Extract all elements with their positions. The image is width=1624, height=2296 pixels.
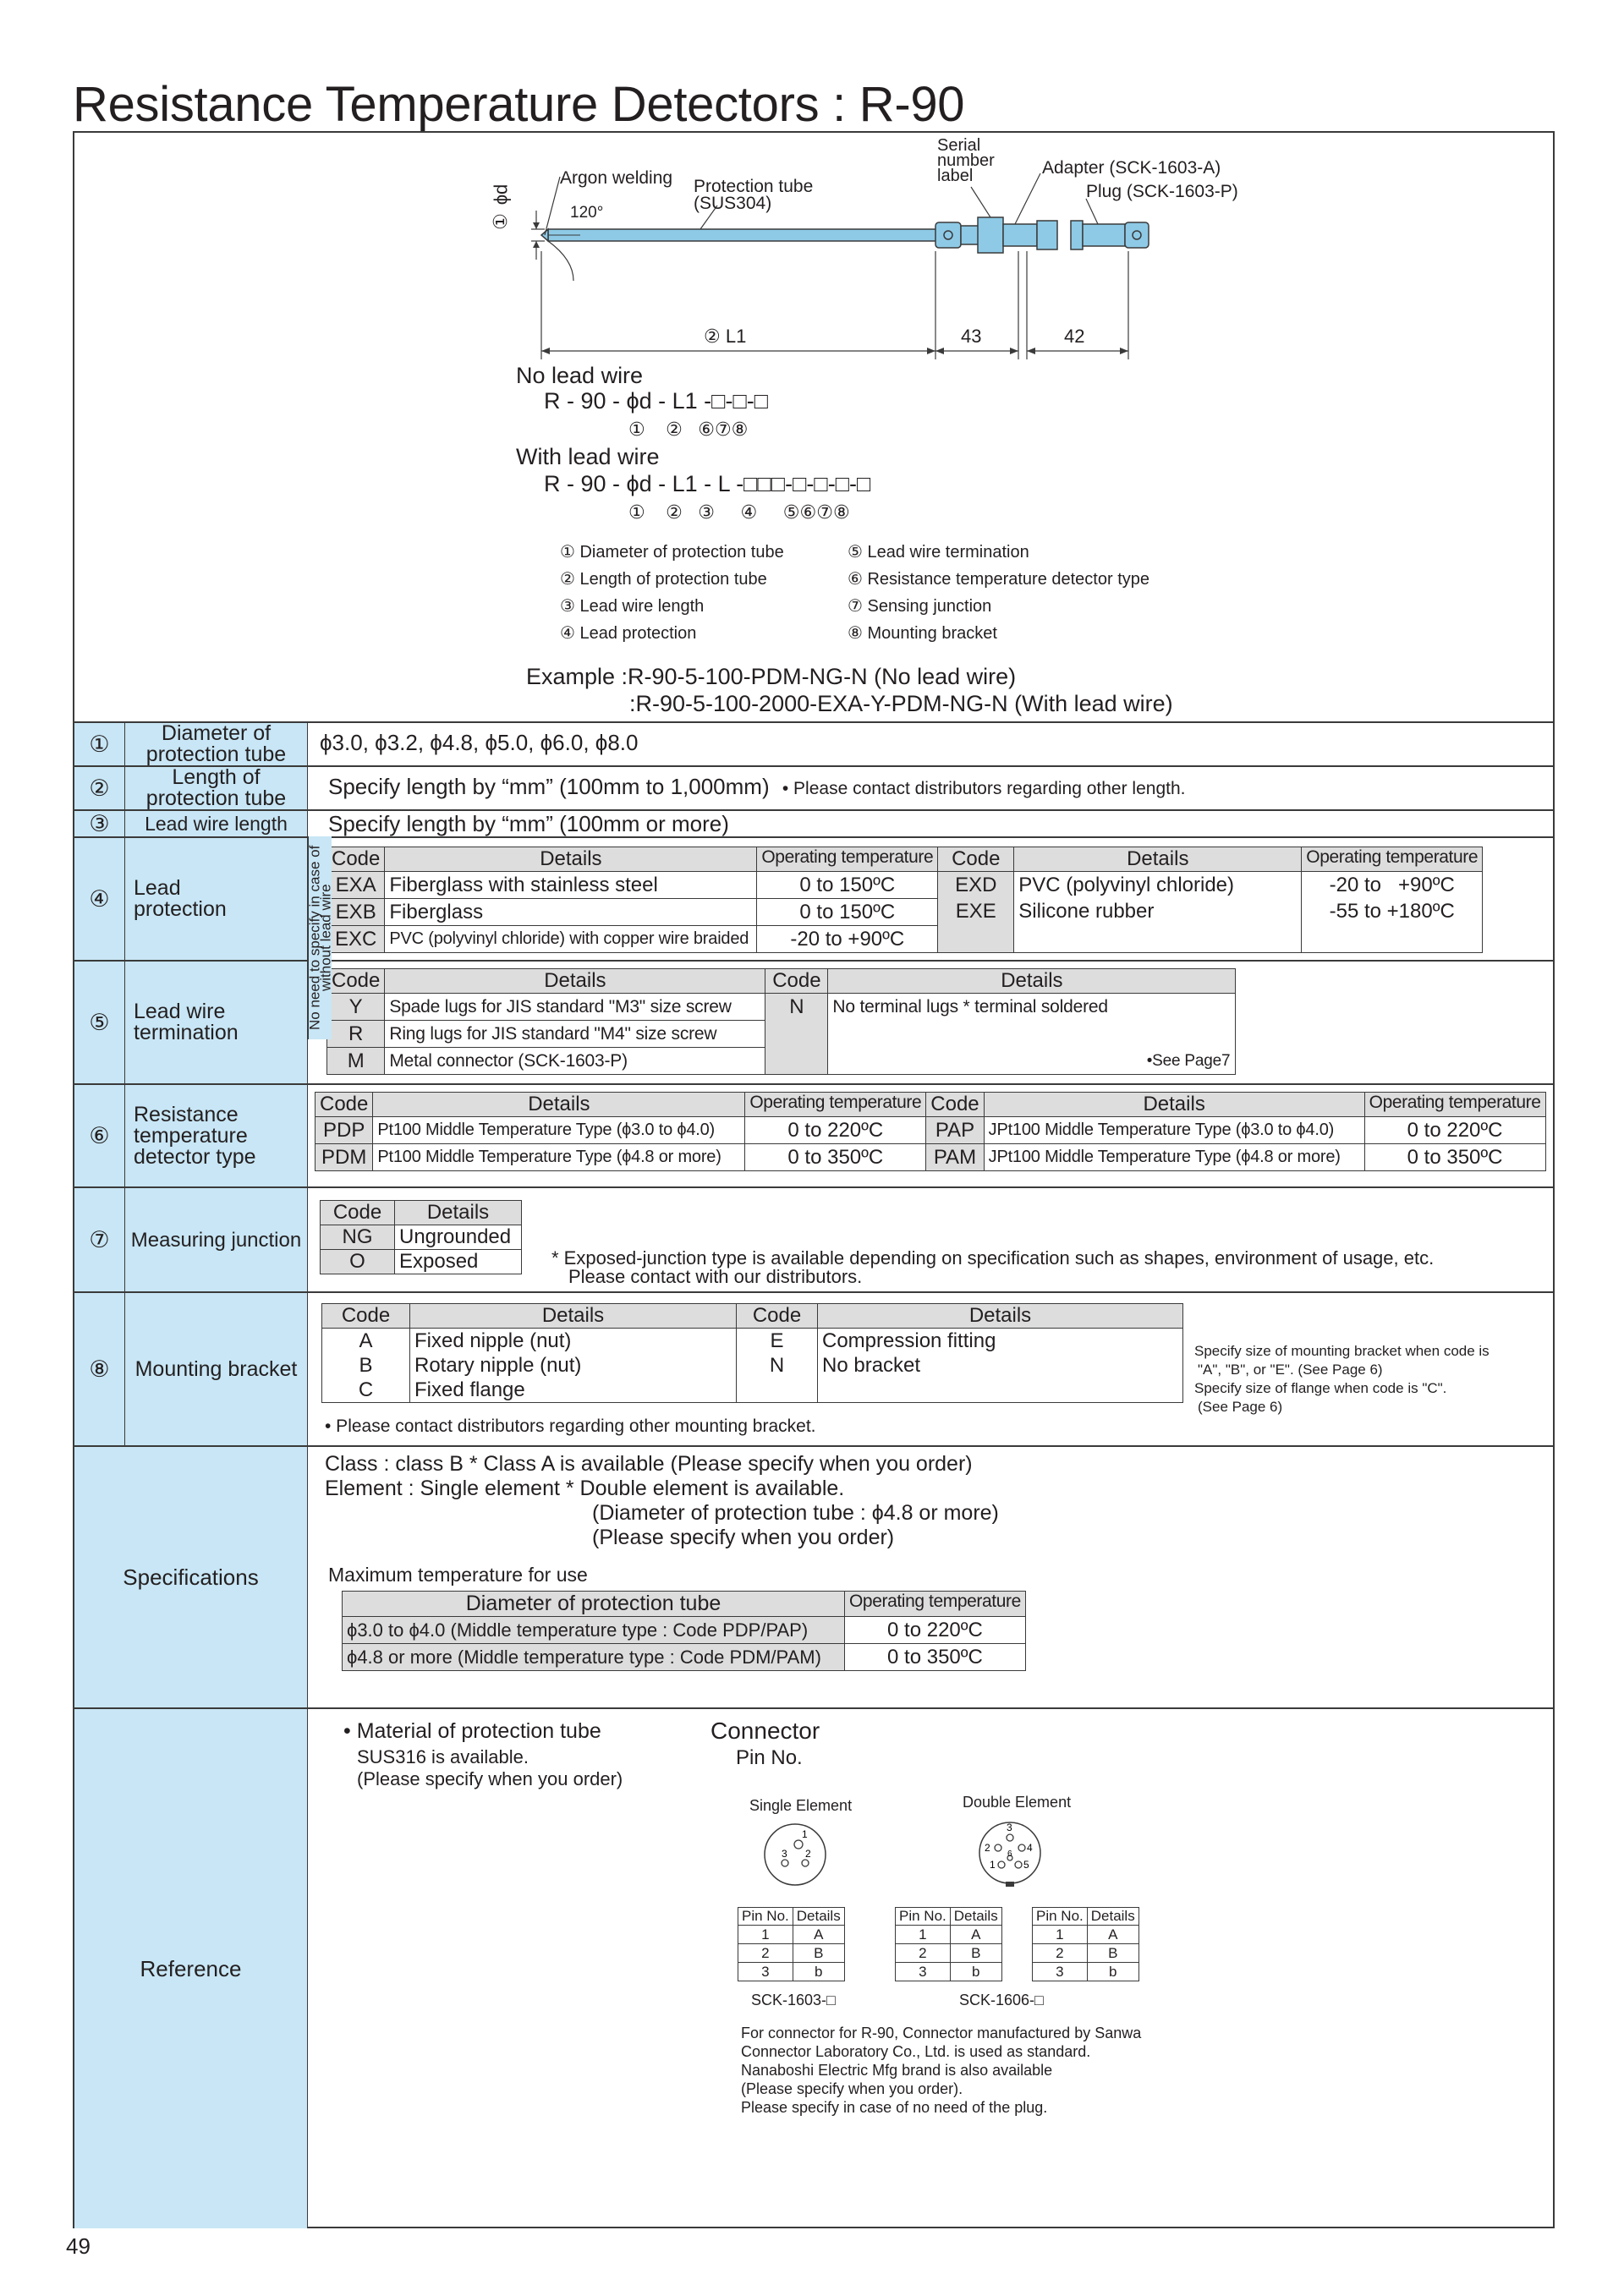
table-row: 2 B: [738, 1944, 845, 1963]
table-row: EXA Fiberglass with stainless steel 0 to 150ºC EXD EXE PVC (polyvinyl chloride) Silicone rubber -20 to +90ºC -55 to +180ºC: [327, 872, 1483, 899]
page-number: 49: [66, 2233, 91, 2259]
phi-d-label: ϕd: [490, 184, 512, 205]
table-row: 1 A: [1033, 1926, 1139, 1944]
row-lead-termination: [74, 960, 1553, 1083]
table-row: PDP Pt100 Middle Temperature Type (ϕ3.0 to ϕ4.0) 0 to 220ºC PAP JPt100 Middle Temperature Type (ϕ3.0 to ϕ4.0) 0 to 220ºC: [315, 1117, 1546, 1144]
row-number: ⑧: [74, 1293, 125, 1445]
max-temp-title: Maximum temperature for use: [328, 1564, 588, 1586]
single-connector-icon: [761, 1821, 829, 1888]
spec-text: Class : class B * Class A is available (Please specify when you order) Element : Single element * Double element is available. (Diameter of protection tube : ϕ4.8 or more) (Please specify when you order): [325, 1452, 999, 1549]
junction-note-2: Please contact with our distributors.: [568, 1266, 863, 1287]
table-row: 3 b: [896, 1963, 1002, 1981]
row-label: Mounting bracket: [125, 1293, 308, 1445]
dim-42: 42: [1064, 326, 1085, 347]
col-code: Code: [327, 847, 385, 872]
no-lead-title: No lead wire: [516, 363, 644, 388]
row-diameter: [74, 721, 1553, 765]
protection-tube-label: Protection tube: [694, 177, 814, 196]
model-legend-left: ① Diameter of protection tube ② Length of protection tube ③ Lead wire length ④ Lead protection: [560, 543, 784, 643]
row-label: Lead protection: [125, 838, 308, 960]
table-row: 2 B: [1033, 1944, 1139, 1963]
single-element-label: Single Element: [749, 1797, 853, 1814]
protection-tube-material: (SUS304): [694, 194, 772, 213]
with-lead-title: With lead wire: [516, 444, 660, 469]
table-row: ϕ3.0 to ϕ4.0 (Middle temperature type : Code PDP/PAP) 0 to 220ºC: [343, 1617, 1026, 1644]
table-row: R Ring lugs for JIS standard "M4" size screw: [327, 1021, 1236, 1048]
marker-1-label: ①: [489, 213, 511, 230]
row-label: Resistance temperature detector type: [125, 1085, 308, 1186]
table-row: PDM Pt100 Middle Temperature Type (ϕ4.8 or more) 0 to 350ºC PAM JPt100 Middle Temperature Type (ϕ4.8 or more) 0 to 350ºC: [315, 1144, 1546, 1171]
double-pin-label: 4: [1027, 1842, 1033, 1854]
diagram-area: [74, 133, 1553, 721]
row-label: Measuring junction: [125, 1188, 308, 1291]
bracket-size-note: Specify size of mounting bracket when code is "A", "B", or "E". (See Page 6) Specify size of flange when code is "C". (See Page 6): [1194, 1343, 1490, 1415]
row-length: [74, 765, 1553, 809]
junction-table: Code Details NG Ungrounded O Exposed: [320, 1200, 522, 1274]
model-legend-right: ⑤ Lead wire termination ⑥ Resistance temperature detector type ⑦ Sensing junction ⑧ Mounting bracket: [848, 543, 1149, 643]
double-pin-table-right: Pin No. Details 1 A 2 B 3 b: [1032, 1907, 1139, 1981]
row-number: ③: [74, 811, 125, 836]
col-details: Details: [385, 847, 757, 872]
example-no-lead: Example :R-90-5-100-PDM-NG-N (No lead wire): [526, 664, 1017, 689]
adapter-nut-shape: [935, 222, 961, 248]
serial-label-shape: [978, 217, 1003, 253]
table-row: 3 b: [1033, 1963, 1139, 1981]
single-pin-table: Pin No. Details 1 A 2 B 3 b: [738, 1907, 845, 1981]
l1-dimension: ② L1: [704, 326, 747, 347]
double-pin-label: 1: [990, 1859, 996, 1871]
col-temp: Operating temperature: [757, 847, 938, 872]
table-row: 2 B: [896, 1944, 1002, 1963]
junction-note: * Exposed-junction type is available depending on specification such as shapes, environment of usage, etc.: [551, 1247, 1435, 1269]
double-pin-label: 5: [1023, 1859, 1029, 1871]
code-cell: EXD EXE: [938, 872, 1014, 953]
table-row: 3 b: [738, 1963, 845, 1981]
row-label: Length of protection tube: [125, 767, 308, 809]
table-row: Y Spade lugs for JIS standard "M3" size screw N No terminal lugs * terminal soldered •See Page7: [327, 994, 1236, 1021]
no-lead-code: R - 90 - ϕd - L1 -□-□-□: [544, 388, 769, 414]
sck-1606-label: SCK-1606-□: [959, 1992, 1044, 2008]
double-connector-icon: [974, 1817, 1045, 1888]
single-pin-label: 2: [805, 1848, 811, 1860]
bracket-footer: • Please contact distributors regarding other mounting bracket.: [325, 1417, 816, 1436]
angle-label: 120°: [570, 204, 604, 222]
single-pin-label: 1: [802, 1828, 808, 1840]
bracket-table: Code Details Code Details A B C Fixed nipple (nut) Rotary nipple (nut) Fixed flange E N Compression fitting No bracket: [321, 1303, 1183, 1403]
col-temp: Operating temperature: [1302, 847, 1483, 872]
pin-no-title: Pin No.: [736, 1746, 803, 1769]
table-row: EXB Fiberglass 0 to 150ºC: [327, 899, 1483, 926]
length-note: • Please contact distributors regarding other length.: [782, 779, 1186, 798]
table-row: M Metal connector (SCK-1603-P): [327, 1048, 1236, 1075]
argon-welding-label: Argon welding: [560, 168, 673, 188]
specifications-section: [74, 1445, 1553, 1707]
length-value: Specify length by “mm” (100mm to 1,000mm) • Please contact distributors regarding other length.: [328, 774, 1186, 799]
table-row: A B C Fixed nipple (nut) Rotary nipple (nut) Fixed flange E N Compression fitting No bracket: [322, 1329, 1183, 1403]
material-note: (Please specify when you order): [357, 1768, 623, 1789]
row-measuring-junction: [74, 1186, 1553, 1291]
plug-label: Plug (SCK-1603-P): [1086, 182, 1238, 201]
lead-length-value: Specify length by “mm” (100mm or more): [328, 811, 729, 836]
row-number: ⑥: [74, 1085, 125, 1186]
plug-shape: [1071, 221, 1083, 249]
no-lead-numbers: ① ② ⑥⑦⑧: [628, 419, 749, 440]
row-number: ④: [74, 838, 125, 960]
row-label: Diameter of protection tube: [125, 723, 308, 765]
material-sus316: SUS316 is available.: [357, 1746, 529, 1767]
adapter-label: Adapter (SCK-1603-A): [1042, 158, 1221, 178]
single-pin-label: 3: [782, 1848, 787, 1860]
connector-note: For connector for R-90, Connector manufactured by Sanwa Connector Laboratory Co., Ltd. is used as standard. Nanaboshi Electric Mfg brand is also available (Please specify when you order). Please specify in case of no need of the plug.: [741, 2025, 1142, 2116]
table-row: 1 A: [738, 1926, 845, 1944]
serial-label-text: Serial number label: [937, 136, 995, 185]
diameter-value: ϕ3.0, ϕ3.2, ϕ4.8, ϕ5.0, ϕ6.0, ϕ8.0: [320, 730, 639, 755]
row-label: Lead wire termination: [125, 962, 308, 1083]
rtd-drawing: [74, 133, 1553, 721]
detector-type-table: Code Details Operating temperature Code Details Operating temperature PDP Pt100 Middle Temperature Type (ϕ3.0 to ϕ4.0) 0 to 220ºC PAP JPt100 Middle Temperature Type (ϕ3.0 to ϕ4.0) 0 to 220ºC PDM Pt100 Middle Temperature Type (ϕ4.8 or more) 0 to 350ºC PAM JPt100 Middle Temperature Type (ϕ4.8 or more) 0 to 350ºC: [315, 1092, 1546, 1171]
reference-label: Reference: [74, 1709, 308, 2228]
row-number: ⑤: [74, 962, 125, 1083]
dim-43: 43: [961, 326, 982, 347]
row-number: ①: [74, 723, 125, 765]
reference-section: [74, 1707, 1553, 2228]
page-title: Resistance Temperature Detectors : R-90: [73, 77, 965, 132]
double-pin-label: 6: [1007, 1849, 1012, 1859]
see-page7: •See Page7: [1146, 1052, 1231, 1070]
col-details: Details: [1014, 847, 1302, 872]
double-pin-table-left: Pin No. Details 1 A 2 B 3 b: [895, 1907, 1002, 1981]
double-pin-label: 3: [1007, 1822, 1012, 1833]
side-note: No need to specify in case of without lead wire: [308, 836, 332, 1039]
connector-title: Connector: [710, 1718, 820, 1744]
example-with-lead: :R-90-5-100-2000-EXA-Y-PDM-NG-N (With lead wire): [629, 691, 1173, 716]
with-lead-numbers: ① ② ③ ④ ⑤⑥⑦⑧: [628, 501, 850, 523]
material-title: • Material of protection tube: [343, 1719, 601, 1743]
row-lead-wire-length: [74, 809, 1553, 836]
with-lead-code: R - 90 - ϕd - L1 - L -□□□-□-□-□-□: [544, 471, 871, 496]
table-row: EXC PVC (polyvinyl chloride) with copper wire braided -20 to +90ºC: [327, 926, 1483, 953]
sck-1603-label: SCK-1603-□: [751, 1992, 836, 2008]
table-row: NG Ungrounded: [321, 1225, 522, 1250]
lead-protection-table: [326, 847, 1483, 953]
specifications-label: Specifications: [74, 1447, 308, 1707]
row-detector-type: [74, 1083, 1553, 1186]
row-lead-protection: [74, 836, 1553, 960]
spec-frame: [73, 131, 1555, 2228]
lead-termination-table: Code Details Code Details Y Spade lugs for JIS standard "M3" size screw N No terminal lugs * terminal soldered •See Page7 R Ring lugs for JIS standard "M4" size screw M Metal connector (SCK-1603-P): [326, 968, 1236, 1075]
row-number: ②: [74, 767, 125, 809]
row-mounting-bracket: [74, 1291, 1553, 1445]
protection-tube-shape: [548, 229, 937, 241]
table-row: O Exposed: [321, 1250, 522, 1274]
double-pin-label: 2: [985, 1842, 990, 1854]
double-element-label: Double Element: [963, 1794, 1072, 1811]
max-temp-table: Diameter of protection tube Operating temperature ϕ3.0 to ϕ4.0 (Middle temperature type : Code PDP/PAP) 0 to 220ºC ϕ4.8 or more (Middle temperature type : Code PDM/PAM) 0 to 350ºC: [342, 1591, 1026, 1671]
row-number: ⑦: [74, 1188, 125, 1291]
row-label: Lead wire length: [125, 811, 308, 836]
table-row: ϕ4.8 or more (Middle temperature type : Code PDM/PAM) 0 to 350ºC: [343, 1644, 1026, 1671]
col-code: Code: [938, 847, 1014, 872]
table-row: 1 A: [896, 1926, 1002, 1944]
